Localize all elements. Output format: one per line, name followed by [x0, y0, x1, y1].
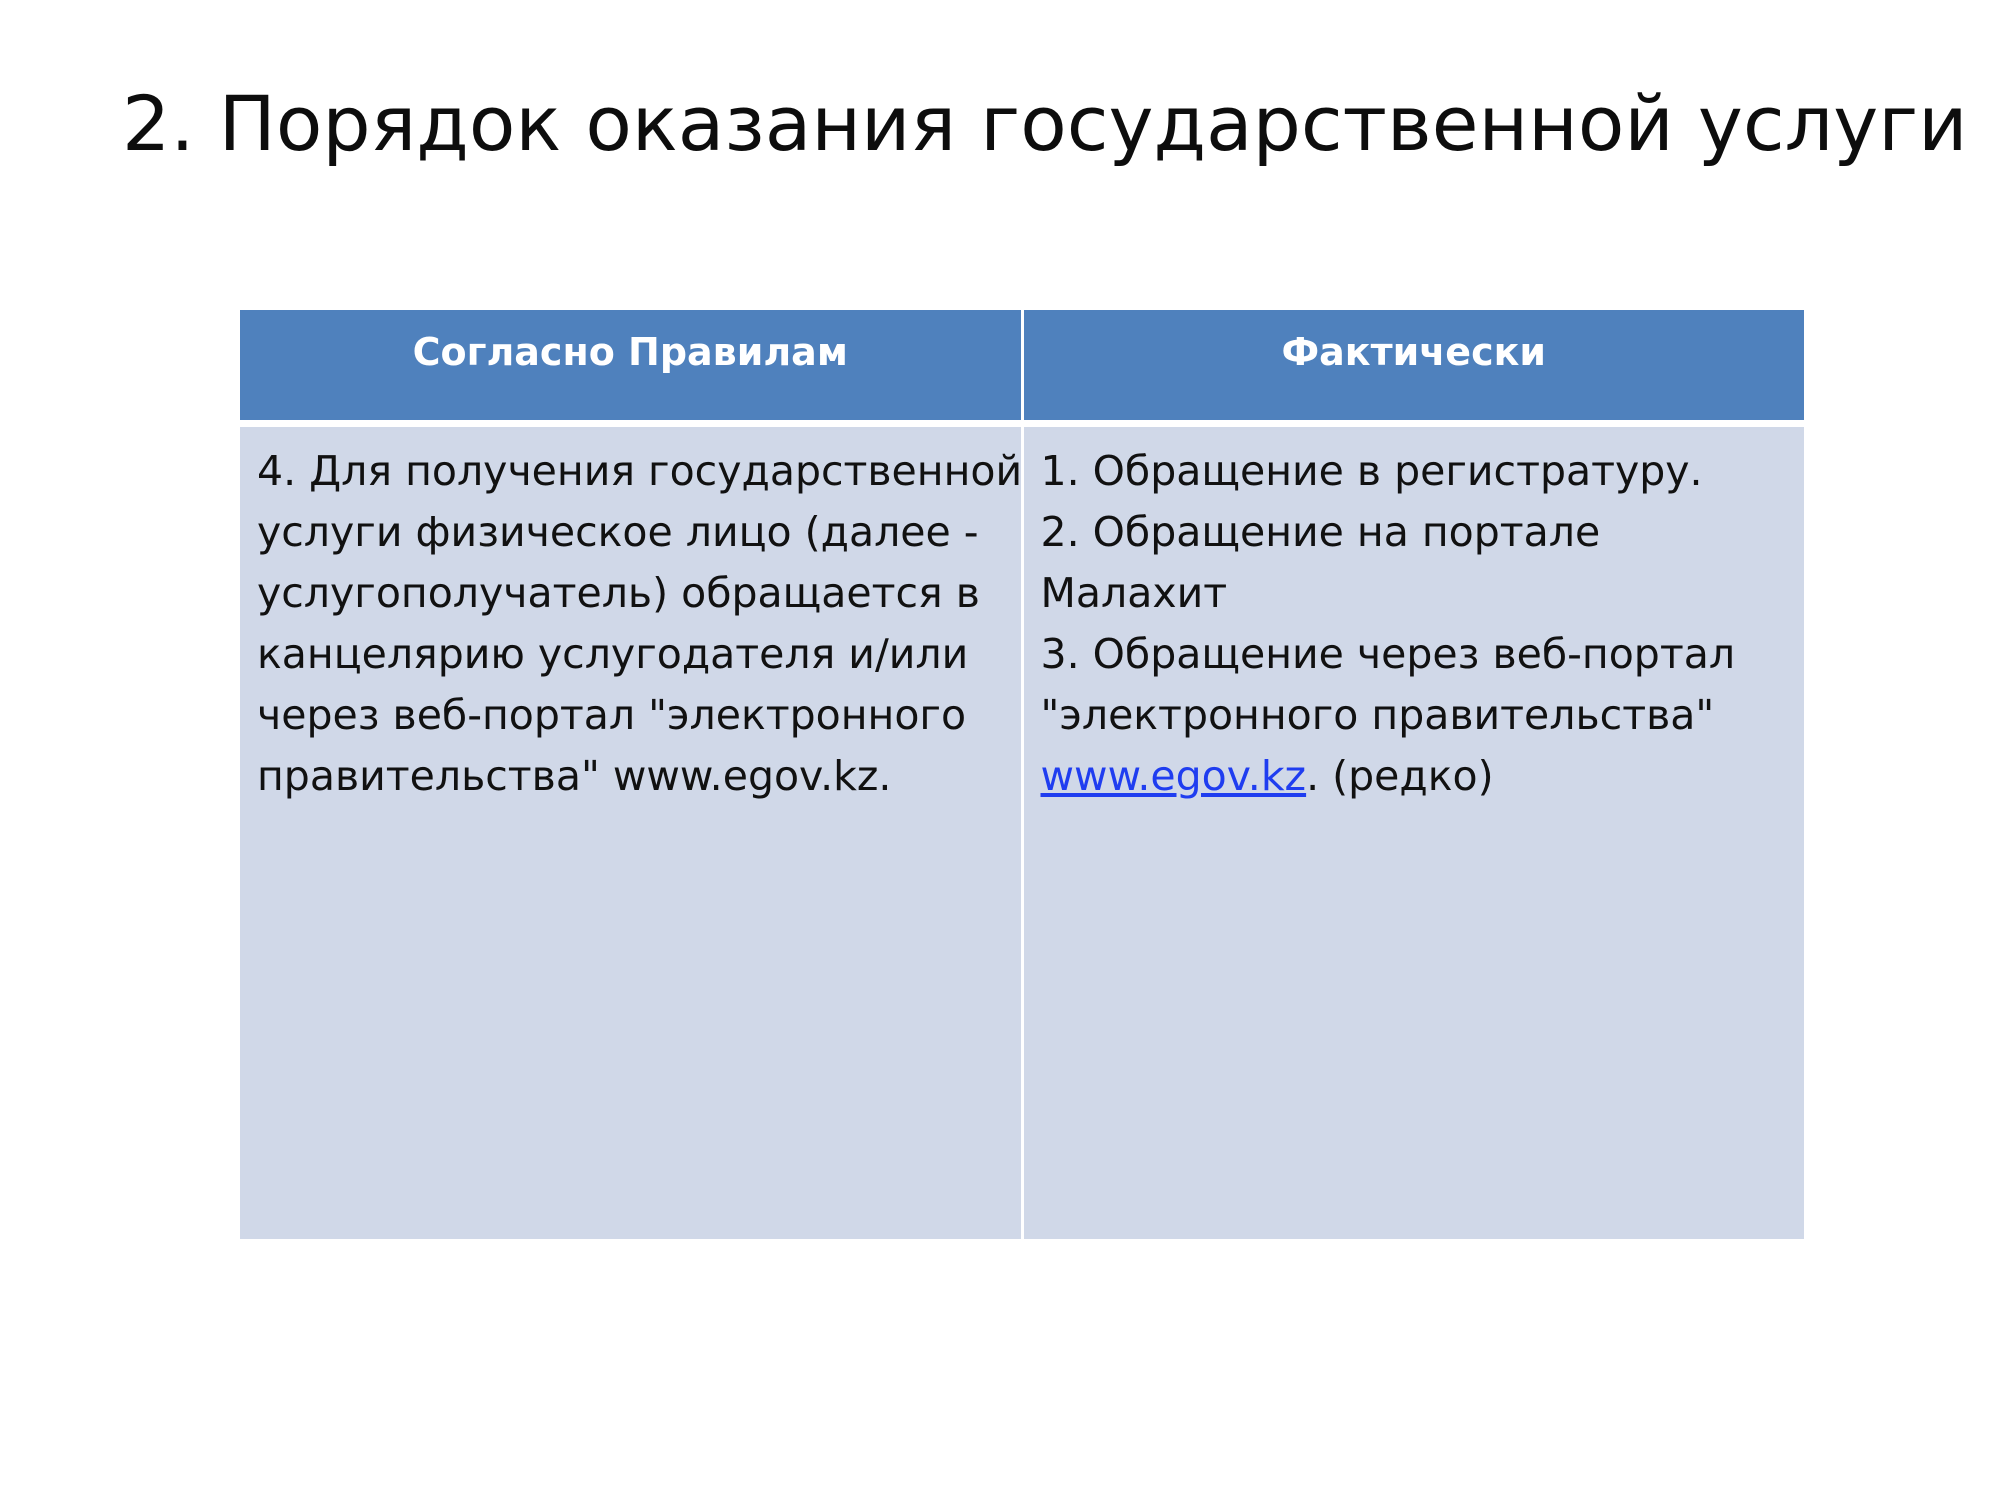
- table-row: [239, 424, 1806, 1241]
- comparison-table: [237, 307, 1807, 1242]
- actual-line: 2. Обращение на портале: [1040, 508, 1601, 556]
- rules-line: канцелярию услугодателя и/или: [257, 630, 969, 678]
- actual-line: Малахит: [1040, 569, 1228, 617]
- rules-line: услуги физическое лицо (далее -: [257, 508, 979, 556]
- link-suffix: . (редко): [1306, 752, 1494, 800]
- egov-link[interactable]: www.egov.kz: [1040, 752, 1307, 800]
- rules-line: через веб-портал "электронного: [257, 691, 967, 739]
- actual-line: 1. Обращение в регистратуру.: [1040, 447, 1703, 495]
- rules-line: услугополучатель) обращается в: [257, 569, 980, 617]
- actual-line: 3. Обращение через веб-портал: [1040, 630, 1736, 678]
- header-according-to-rules: Согласно Правилам: [239, 309, 1023, 424]
- rules-cell: [239, 424, 1023, 1241]
- table-header-row: [239, 309, 1806, 424]
- header-actually: Фактически: [1022, 309, 1806, 424]
- actual-line: "электронного правительства": [1040, 691, 1715, 739]
- slide-title: 2. Порядок оказания государственной услуги: [122, 79, 1968, 168]
- rules-line: 4. Для получения государственной: [257, 447, 1023, 495]
- actual-link-line: [1041, 746, 1791, 807]
- rules-line: правительства" www.egov.kz.: [257, 752, 892, 800]
- actual-cell: [1022, 424, 1806, 1241]
